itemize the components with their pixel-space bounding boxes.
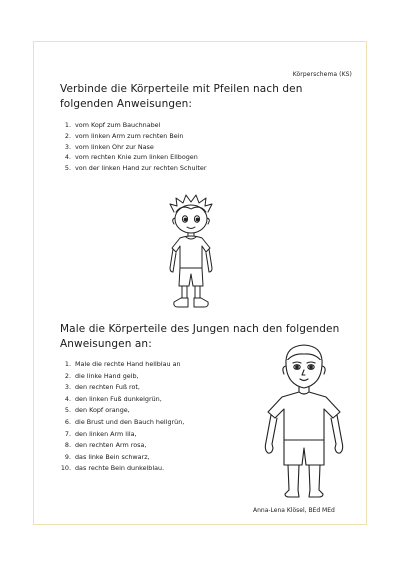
item-number: 1. [64,360,71,368]
item-text: die linke Hand gelb, [75,371,139,380]
list-item [60,153,206,164]
item-number: 6. [64,417,71,426]
item-number: 10. [60,464,71,473]
item-number: 5. [64,406,71,415]
list-item [60,395,184,407]
item-number: 3. [64,383,71,392]
list-item [60,360,184,372]
item-text: vom Kopf zum Bauchnabel [75,121,161,129]
list-item [60,464,184,476]
item-text: vom rechten Knie zum linken Ellbogen [75,153,198,162]
item-text: vom linken Ohr zur Nase [75,142,154,151]
list-item [60,453,184,465]
list-item [60,430,184,442]
item-number: 3. [64,142,71,151]
section2-list [60,360,184,476]
boy-outline-illustration [256,340,352,500]
item-number: 4. [64,394,71,403]
item-number: 5. [64,164,71,173]
list-item [60,383,184,395]
item-number: 8. [64,441,71,450]
section1-list [60,121,206,175]
author-credit: Anna-Lena Klösel, BEd MEd [253,507,335,514]
item-number: 4. [64,153,71,162]
list-item [60,143,206,154]
section1-heading: Verbinde die Körperteile mit Pfeilen nach den folgenden Anweisungen: [60,83,303,110]
item-number: 7. [64,429,71,438]
item-text: Male die rechte Hand hellblau an [75,360,181,368]
item-text: den rechten Arm rosa, [75,441,147,450]
item-number: 9. [64,452,71,461]
section2-heading: Male die Körperteile des Jungen nach den folgenden Anweisungen an: [60,323,340,350]
item-number: 2. [64,131,71,140]
item-text: das rechte Bein dunkelblau. [75,464,165,473]
list-item [60,372,184,384]
list-item [60,121,206,132]
list-item [60,441,184,453]
item-text: die Brust und den Bauch hellgrün, [75,417,185,426]
list-item [60,418,184,430]
item-text: den Kopf orange, [75,406,130,415]
item-number: 2. [64,371,71,380]
item-text: vom linken Arm zum rechten Bein [75,131,184,140]
item-text: den rechten Fuß rot, [75,383,140,392]
list-item [60,132,206,143]
item-number: 1. [64,121,71,129]
item-text: den linken Fuß dunkelgrün, [75,394,162,403]
item-text: von der linken Hand zur rechten Schulter [75,164,207,173]
header-tag: Körperschema (KS) [292,71,352,78]
item-text: das linke Bein schwarz, [75,452,150,461]
cartoon-boy-illustration [160,192,222,314]
item-text: den linken Arm lila, [75,429,137,438]
list-item [60,164,206,175]
list-item [60,406,184,418]
